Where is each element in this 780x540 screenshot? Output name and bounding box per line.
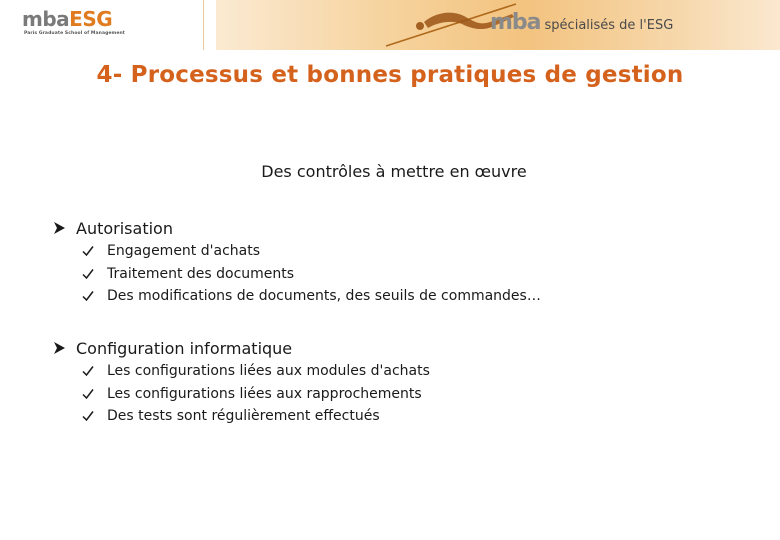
logo-subtitle: Paris Graduate School of Management (24, 31, 126, 36)
checkmark-icon (82, 410, 94, 422)
list-item-label: Des tests sont régulièrement effectués (107, 408, 380, 425)
logo-mba-text: mba (22, 7, 70, 31)
bullet-list (82, 360, 430, 428)
section-configuration (52, 338, 430, 428)
tagline (490, 12, 673, 34)
logo-esg-text: ESG (69, 7, 113, 31)
list-item-label: Engagement d'achats (107, 243, 260, 260)
list-item (82, 240, 541, 263)
logo (0, 0, 204, 50)
arrow-right-icon (52, 221, 66, 235)
banner-image (216, 0, 780, 50)
section-autorisation (52, 218, 541, 308)
list-item-label: Traitement des documents (107, 265, 295, 282)
checkmark-icon (82, 268, 94, 280)
bullet-list (82, 240, 541, 308)
slide-subtitle: Des contrôles à mettre en œuvre (261, 162, 527, 181)
section-heading (52, 218, 541, 238)
slide-title: 4- Processus et bonnes pratiques de gestion (96, 62, 684, 88)
checkmark-icon (82, 245, 94, 257)
list-item (82, 360, 430, 383)
arrow-right-icon (52, 341, 66, 355)
list-item-label: Les configurations liées aux modules d'achats (107, 363, 430, 380)
checkmark-icon (82, 365, 94, 377)
checkmark-icon (82, 388, 94, 400)
header-banner (0, 0, 780, 50)
section-heading (52, 338, 430, 358)
section-label: Configuration informatique (76, 338, 293, 358)
list-item (82, 263, 541, 286)
checkmark-icon (82, 290, 94, 302)
tagline-mba-text: mba (490, 10, 541, 35)
list-item (82, 285, 541, 308)
tagline-text: spécialisés de l'ESG (544, 18, 674, 33)
list-item-label: Les configurations liées aux rapprochements (107, 385, 422, 402)
logo-wordmark (22, 9, 112, 29)
list-item (82, 405, 430, 428)
list-item (82, 383, 430, 406)
list-item-label: Des modifications de documents, des seuils de commandes… (107, 288, 541, 305)
section-label: Autorisation (76, 218, 173, 238)
